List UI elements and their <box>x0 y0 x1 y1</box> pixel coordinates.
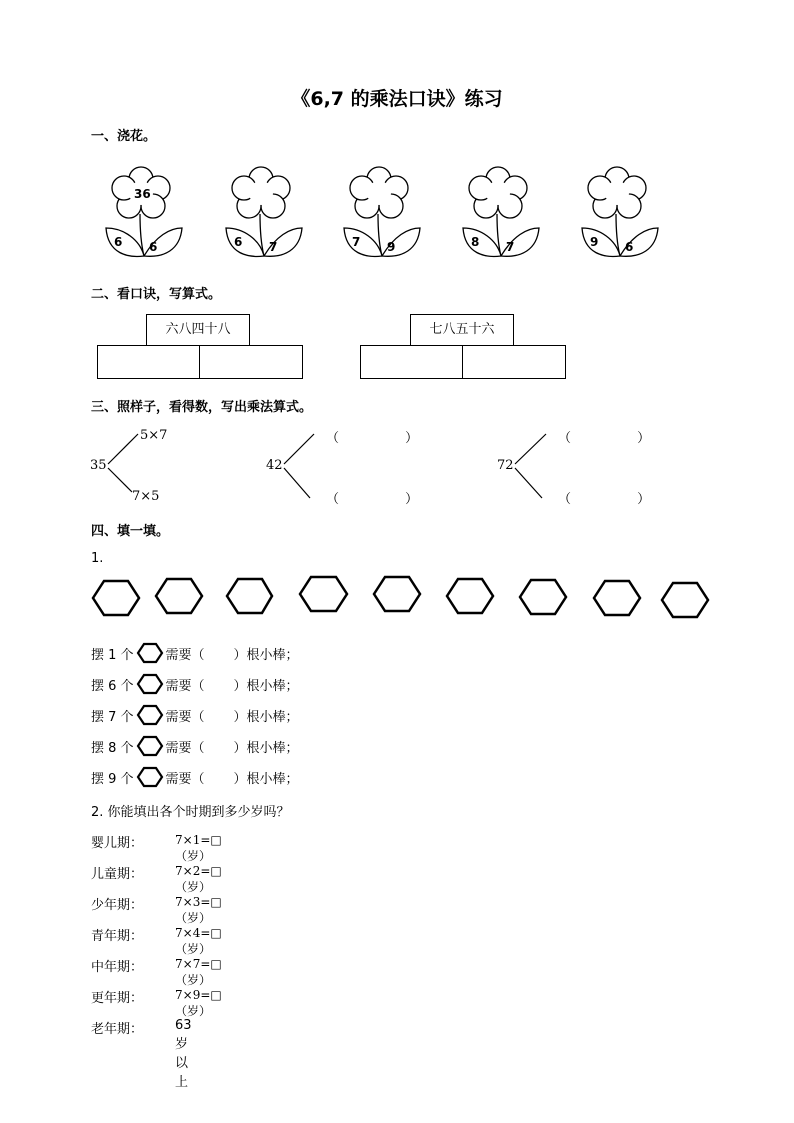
hexagon-2 <box>156 579 202 613</box>
age-row <box>91 956 222 987</box>
stick-row-prefix: 摆 9 个 <box>91 771 134 787</box>
age-row <box>91 832 222 863</box>
flower-2-right: 7 <box>269 240 278 254</box>
hexagon-5 <box>374 577 420 611</box>
hexagon-3 <box>227 579 272 613</box>
answer-box[interactable] <box>463 345 566 379</box>
stick-rows <box>91 642 298 788</box>
item1-upper-blank[interactable]: （ ） <box>326 431 419 446</box>
age-label: 中年期： <box>91 960 144 975</box>
example-lower: 7×5 <box>132 489 160 504</box>
flower-1-top: 36 <box>134 187 151 201</box>
stick-row-prefix: 摆 1 个 <box>91 647 134 663</box>
age-list <box>91 832 222 1090</box>
flower-5 <box>576 158 666 266</box>
hexagon-6 <box>447 579 493 613</box>
answer-box[interactable] <box>360 345 463 379</box>
age-label: 少年期： <box>91 898 144 913</box>
koujue-group-1 <box>97 314 303 379</box>
item2-upper-blank[interactable]: （ ） <box>558 431 651 446</box>
stick-row-text[interactable]: 需要（ ）根小棒； <box>165 678 299 694</box>
stick-row-prefix: 摆 6 个 <box>91 678 134 694</box>
hexagon-9 <box>662 583 708 617</box>
item1-number: 42 <box>266 458 283 473</box>
age-label: 婴儿期： <box>91 836 144 851</box>
section4-heading: 四、填一填。 <box>91 524 170 539</box>
age-expression[interactable]: 7×1=□（岁） <box>175 833 222 863</box>
age-expression[interactable]: 7×9=□（岁） <box>175 988 222 1018</box>
flower-2 <box>220 158 310 266</box>
item2-number: 72 <box>497 458 514 473</box>
hexagon-row <box>0 570 794 630</box>
hexagon-4 <box>300 577 347 611</box>
flower-4-left: 8 <box>471 235 480 249</box>
stick-row-text[interactable]: 需要（ ）根小棒； <box>165 709 299 725</box>
age-label: 青年期： <box>91 929 144 944</box>
item2-lower-blank[interactable]: （ ） <box>558 492 651 507</box>
example-upper: 5×7 <box>140 428 168 443</box>
answer-box[interactable] <box>97 345 200 379</box>
hexagon-icon <box>136 766 164 788</box>
age-row <box>91 987 222 1018</box>
flower-1-right: 6 <box>149 240 158 254</box>
hexagon-1 <box>93 581 139 615</box>
stick-row-text[interactable]: 需要（ ）根小棒； <box>165 647 299 663</box>
stick-row-text[interactable]: 需要（ ）根小棒； <box>165 771 299 787</box>
age-label: 老年期： <box>91 1022 144 1037</box>
section2-heading: 二、看口诀，写算式。 <box>91 287 222 302</box>
age-row <box>91 863 222 894</box>
age-expression: 63 岁以上 <box>175 1018 192 1090</box>
age-expression[interactable]: 7×3=□（岁） <box>175 895 222 925</box>
flower-3 <box>338 158 428 266</box>
flower-2-left: 6 <box>234 235 243 249</box>
age-label: 儿童期： <box>91 867 144 882</box>
stick-row-text[interactable]: 需要（ ）根小棒； <box>165 740 299 756</box>
flower-4-right: 7 <box>506 240 515 254</box>
example-number: 35 <box>90 458 107 473</box>
age-label: 更年期： <box>91 991 144 1006</box>
hexagon-8 <box>594 581 640 615</box>
age-row <box>91 894 222 925</box>
hexagon-icon <box>136 642 164 664</box>
stick-row <box>91 704 298 726</box>
section1-heading: 一、浇花。 <box>91 129 157 144</box>
section3-heading: 三、照样子，看得数，写出乘法算式。 <box>91 400 313 415</box>
answer-box[interactable] <box>200 345 303 379</box>
age-expression[interactable]: 7×2=□（岁） <box>175 864 222 894</box>
age-expression[interactable]: 7×4=□（岁） <box>175 926 222 956</box>
stick-row <box>91 673 298 695</box>
age-row <box>91 1018 192 1090</box>
stick-row <box>91 766 298 788</box>
flower-4 <box>457 158 547 266</box>
item1-lower-blank[interactable]: （ ） <box>326 492 419 507</box>
flower-5-left: 9 <box>590 235 599 249</box>
flower-3-left: 7 <box>352 235 361 249</box>
stick-row-prefix: 摆 7 个 <box>91 709 134 725</box>
flower-3-right: 9 <box>387 240 396 254</box>
age-expression[interactable]: 7×7=□（岁） <box>175 957 222 987</box>
stick-row-prefix: 摆 8 个 <box>91 740 134 756</box>
koujue-label: 六八四十八 <box>146 314 250 345</box>
stick-row <box>91 735 298 757</box>
age-row <box>91 925 222 956</box>
hexagon-icon <box>136 704 164 726</box>
koujue-group-2 <box>360 314 566 379</box>
flower-1 <box>100 158 190 266</box>
koujue-label: 七八五十六 <box>410 314 514 345</box>
flower-5-right: 6 <box>625 240 634 254</box>
page-title: 《6,7 的乘法口诀》练习 <box>291 88 503 110</box>
q2-label: 2. 你能填出各个时期到多少岁吗？ <box>91 805 290 820</box>
q1-label: 1. <box>91 551 104 566</box>
hexagon-icon <box>136 735 164 757</box>
hexagon-icon <box>136 673 164 695</box>
stick-row <box>91 642 298 664</box>
flower-1-left: 6 <box>114 235 123 249</box>
hexagon-7 <box>520 580 566 614</box>
